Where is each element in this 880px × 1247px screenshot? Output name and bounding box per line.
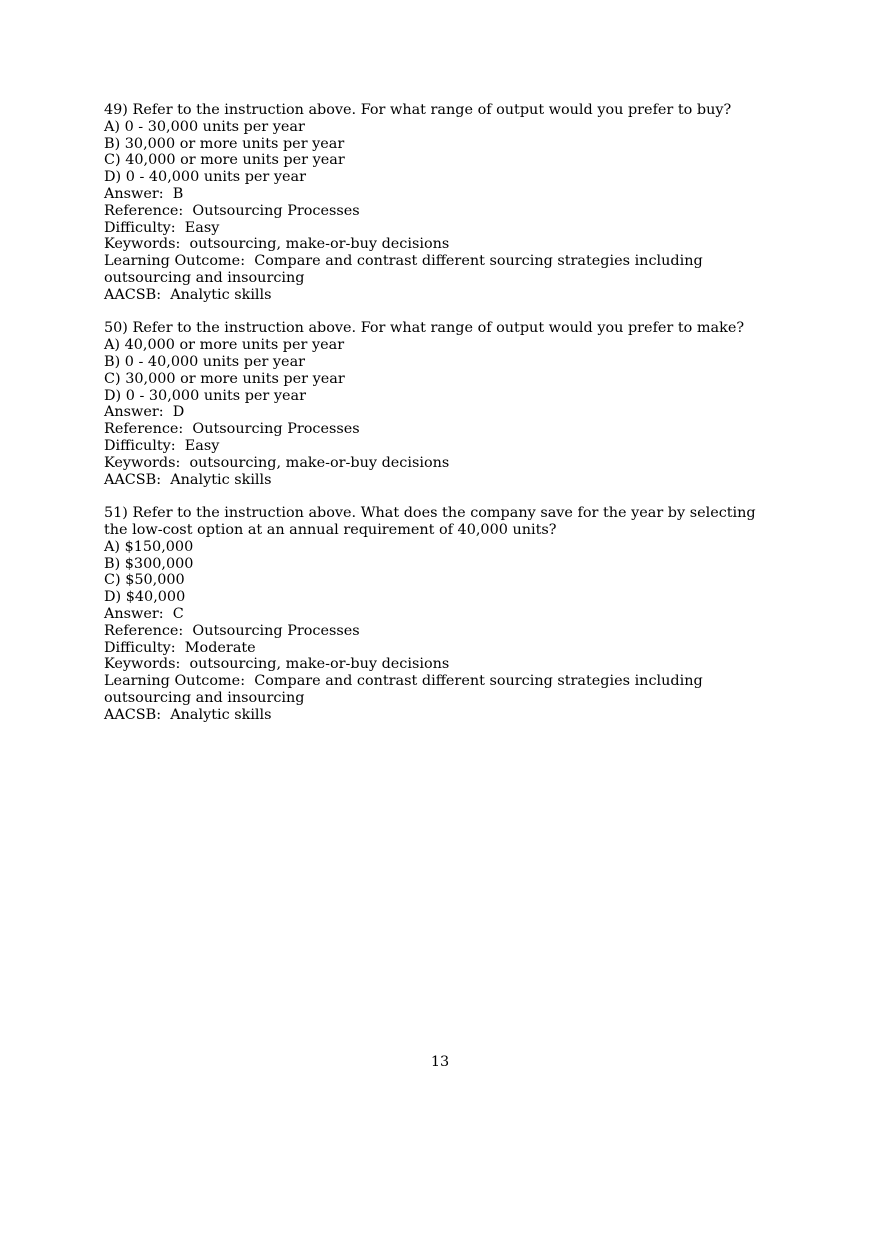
answer: Answer: D	[104, 404, 185, 421]
learning-outcome-continued: outsourcing and insourcing	[104, 269, 305, 286]
option-b: B) $300,000	[104, 555, 194, 572]
difficulty: Difficulty: Easy	[104, 437, 220, 454]
question-51	[104, 505, 784, 723]
option-d: D) 0 - 40,000 units per year	[104, 169, 306, 186]
difficulty: Difficulty: Easy	[104, 219, 220, 236]
question-stem-continued: the low-cost option at an annual requirement of 40,000 units?	[104, 521, 557, 538]
reference: Reference: Outsourcing Processes	[104, 421, 360, 438]
answer: Answer: C	[104, 605, 184, 622]
option-a: A) 0 - 30,000 units per year	[104, 118, 305, 135]
reference: Reference: Outsourcing Processes	[104, 202, 360, 219]
option-d: D) $40,000	[104, 589, 186, 606]
option-a: A) $150,000	[104, 538, 194, 555]
difficulty: Difficulty: Moderate	[104, 639, 256, 656]
reference: Reference: Outsourcing Processes	[104, 622, 360, 639]
keywords: Keywords: outsourcing, make-or-buy decisions	[104, 236, 450, 253]
option-b: B) 30,000 or more units per year	[104, 135, 345, 152]
aacsb: AACSB: Analytic skills	[104, 286, 272, 303]
keywords: Keywords: outsourcing, make-or-buy decisions	[104, 656, 450, 673]
option-c: C) $50,000	[104, 572, 185, 589]
option-a: A) 40,000 or more units per year	[104, 337, 345, 354]
option-c: C) 30,000 or more units per year	[104, 370, 345, 387]
question-50	[104, 320, 784, 488]
option-c: C) 40,000 or more units per year	[104, 152, 345, 169]
keywords: Keywords: outsourcing, make-or-buy decisions	[104, 454, 450, 471]
learning-outcome-continued: outsourcing and insourcing	[104, 689, 305, 706]
question-stem: 50) Refer to the instruction above. For what range of output would you prefer to make?	[104, 320, 745, 337]
option-b: B) 0 - 40,000 units per year	[104, 353, 306, 370]
aacsb: AACSB: Analytic skills	[104, 471, 272, 488]
question-stem: 49) Refer to the instruction above. For what range of output would you prefer to buy?	[104, 102, 732, 118]
page-number: 13	[430, 1054, 450, 1070]
question-49	[104, 102, 784, 304]
learning-outcome: Learning Outcome: Compare and contrast different sourcing strategies including	[104, 253, 703, 270]
learning-outcome: Learning Outcome: Compare and contrast different sourcing strategies including	[104, 673, 703, 690]
answer: Answer: B	[104, 185, 184, 202]
question-stem: 51) Refer to the instruction above. What does the company save for the year by selecting	[104, 505, 756, 522]
option-d: D) 0 - 30,000 units per year	[104, 387, 306, 404]
document-page	[104, 102, 784, 740]
aacsb: AACSB: Analytic skills	[104, 706, 272, 723]
